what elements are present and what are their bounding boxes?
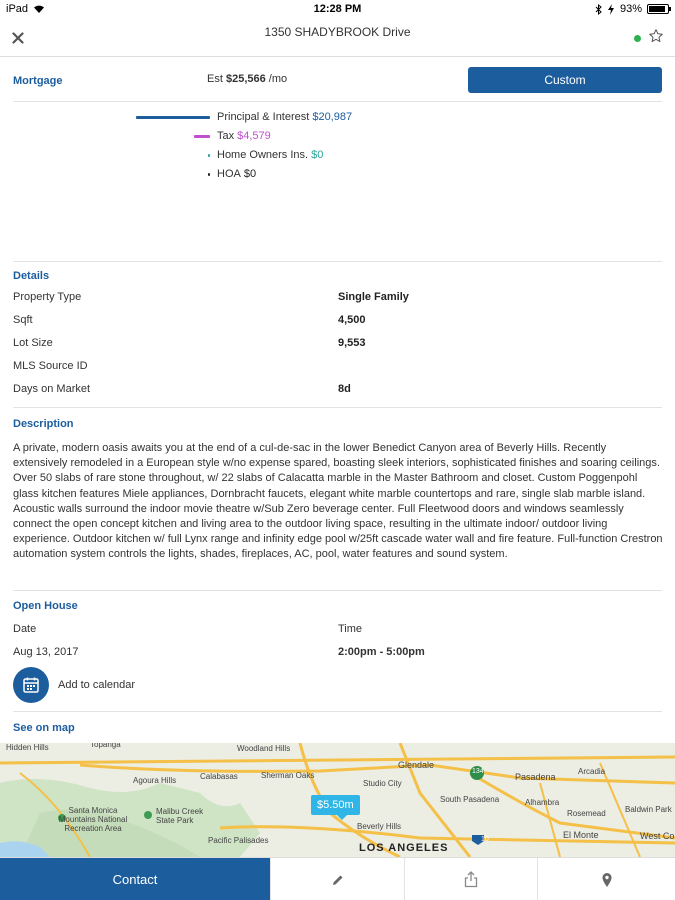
- estimate-prefix: Est: [207, 73, 223, 85]
- legend-swatch: [136, 116, 210, 119]
- add-to-calendar-button[interactable]: [13, 667, 135, 703]
- directions-button[interactable]: [537, 858, 675, 900]
- calendar-icon: [22, 676, 40, 694]
- divider: [13, 590, 662, 591]
- divider: [13, 407, 662, 408]
- divider: [13, 101, 662, 102]
- status-bar: [0, 0, 675, 20]
- custom-button[interactable]: Custom: [468, 67, 662, 93]
- divider: [13, 261, 662, 262]
- date-header: Date: [13, 623, 37, 635]
- legend-swatch: [208, 154, 210, 157]
- map-place-label: Pacific Palisades: [208, 836, 269, 845]
- status-right: [595, 3, 669, 15]
- share-icon: [463, 871, 479, 888]
- legend-value: $4,579: [237, 130, 271, 142]
- legend-value: $0: [311, 149, 324, 161]
- legend-swatch: [208, 173, 210, 176]
- map-place-label: Calabasas: [200, 772, 238, 781]
- legend-value: $20,987: [312, 111, 353, 123]
- estimate-suffix: /mo: [268, 73, 288, 85]
- open-house-time: 2:00pm - 5:00pm: [338, 646, 425, 658]
- map-place-label: Pasadena: [515, 772, 556, 782]
- share-button[interactable]: [404, 858, 537, 900]
- page-title: 1350 SHADYBROOK Drive: [264, 25, 411, 39]
- pencil-icon: [331, 873, 345, 887]
- contact-button[interactable]: Contact: [0, 858, 270, 900]
- map-place-label: Agoura Hills: [133, 776, 177, 785]
- carrier-label: iPad: [6, 3, 29, 15]
- details-table: [13, 291, 662, 406]
- detail-value: 8d: [338, 383, 351, 395]
- detail-row: [13, 337, 662, 360]
- add-to-calendar-label: Add to calendar: [58, 679, 136, 691]
- calendar-icon-circle: [13, 667, 49, 703]
- detail-key: Sqft: [13, 314, 33, 326]
- detail-value: Single Family: [338, 291, 409, 303]
- time-header: Time: [338, 623, 363, 635]
- map-place-label: Topanga: [90, 743, 121, 749]
- legend-text: [217, 111, 352, 123]
- map-price-pin[interactable]: $5.50m: [311, 795, 360, 815]
- description-text: A private, modern oasis awaits you at the end of a cul-de-sac in the lower Benedict Canyon area of Beverly Hills. Recently extensively remodeled in a European style w/no expense spared, boasting sleek interiors, sophisticated finishes and soaring ceilings. Over 50 slabs of rare stone throughout, w/ 22 slabs of Calacatta marble in the Master Bathroom and closet. Custom Poggenpohl glass kitchen features Miele appliances, Dornbracht faucets, elegant white marble countertops and rare, single slab marble island. Acoustic walls surround the indoor movie theatre w/Sub Zero beverage center. Full Fleetwood doors and windows seamlessly connect the open concept kitchen and living area to the outdoor living space, resulting in the ultimate indoor/ outdoor living experience. Outdoor kitchen w/ full Lynx range and infinity edge pool w/25ft cascade water wall and fire feature. Full-function Crestron automation system controls the lights, shades, fireplaces, AC, pool, water features and sound system.: [13, 442, 663, 561]
- map-place-label: Sherman Oaks: [261, 771, 315, 780]
- detail-row: [13, 291, 662, 314]
- favorite-star-icon[interactable]: [648, 28, 664, 44]
- bottom-tab-bar: [0, 857, 675, 900]
- see-on-map-label: See on map: [13, 722, 75, 734]
- header: [0, 20, 675, 57]
- divider: [13, 711, 662, 712]
- map-place-label: Malibu Creek State Park: [156, 807, 204, 825]
- detail-key: Days on Market: [13, 383, 91, 395]
- mortgage-row: [0, 66, 675, 96]
- open-house-label: Open House: [13, 600, 78, 612]
- open-house-value-row: [13, 646, 662, 662]
- open-house-header-row: [13, 623, 662, 639]
- status-dot-icon: [634, 35, 641, 42]
- map-place-label: Rosemead: [567, 809, 606, 818]
- highway-shield: 134: [472, 768, 484, 775]
- map-place-label: Hidden Hills: [6, 743, 49, 752]
- detail-value: 4,500: [338, 314, 366, 326]
- detail-row: [13, 360, 662, 383]
- legend-label: Home Owners Ins.: [217, 149, 309, 161]
- mortgage-label: Mortgage: [13, 75, 63, 87]
- detail-value: 9,553: [338, 337, 366, 349]
- map-city-label: LOS ANGELES: [359, 842, 449, 854]
- map-place-label: El Monte: [563, 830, 599, 840]
- map-place-label: Glendale: [398, 760, 435, 770]
- mortgage-legend-item: [130, 129, 530, 148]
- mortgage-estimate: [207, 73, 287, 85]
- mortgage-breakdown-legend: [130, 110, 530, 186]
- legend-text: [217, 130, 271, 142]
- status-time: 12:28 PM: [313, 3, 362, 15]
- description-label: Description: [13, 418, 74, 430]
- detail-key: MLS Source ID: [13, 360, 88, 372]
- legend-swatch: [194, 135, 210, 138]
- charging-icon: [607, 4, 615, 15]
- legend-label: Tax: [217, 130, 235, 142]
- map-place-label: Arcadia: [578, 767, 606, 776]
- map-place-label: Beverly Hills: [357, 822, 402, 831]
- battery-icon: [647, 4, 669, 14]
- mortgage-legend-item: [130, 167, 530, 186]
- estimate-amount: $25,566: [225, 73, 266, 85]
- detail-row: [13, 314, 662, 337]
- map-place-label: Baldwin Park: [625, 805, 672, 814]
- bluetooth-icon: [595, 4, 602, 15]
- detail-key: Lot Size: [13, 337, 53, 349]
- property-map[interactable]: [0, 743, 675, 857]
- legend-label: HOA: [217, 168, 241, 180]
- mortgage-legend-item: [130, 110, 530, 129]
- legend-text: [217, 149, 323, 161]
- map-place-label: Santa Monica Mountains National Recreation Area: [58, 806, 128, 833]
- detail-key: Property Type: [13, 291, 82, 303]
- map-place-label: South Pasadena: [440, 795, 500, 804]
- details-section: [13, 270, 662, 406]
- location-pin-icon: [601, 872, 613, 888]
- legend-value: $0: [243, 168, 257, 180]
- map-place-label: Studio City: [363, 779, 402, 788]
- battery-percent: 93%: [619, 3, 642, 15]
- mortgage-legend-item: [130, 148, 530, 167]
- legend-text: [217, 168, 256, 180]
- open-house-date: Aug 13, 2017: [13, 646, 79, 658]
- details-label: Details: [13, 270, 50, 282]
- detail-row: [13, 383, 662, 406]
- legend-label: Principal & Interest: [217, 111, 310, 123]
- map-place-label: West Co: [640, 831, 675, 841]
- edit-note-button[interactable]: [270, 858, 404, 900]
- map-place-label: Woodland Hills: [237, 744, 291, 753]
- map-place-label: Alhambra: [525, 798, 560, 807]
- highway-shield: 10: [481, 836, 489, 843]
